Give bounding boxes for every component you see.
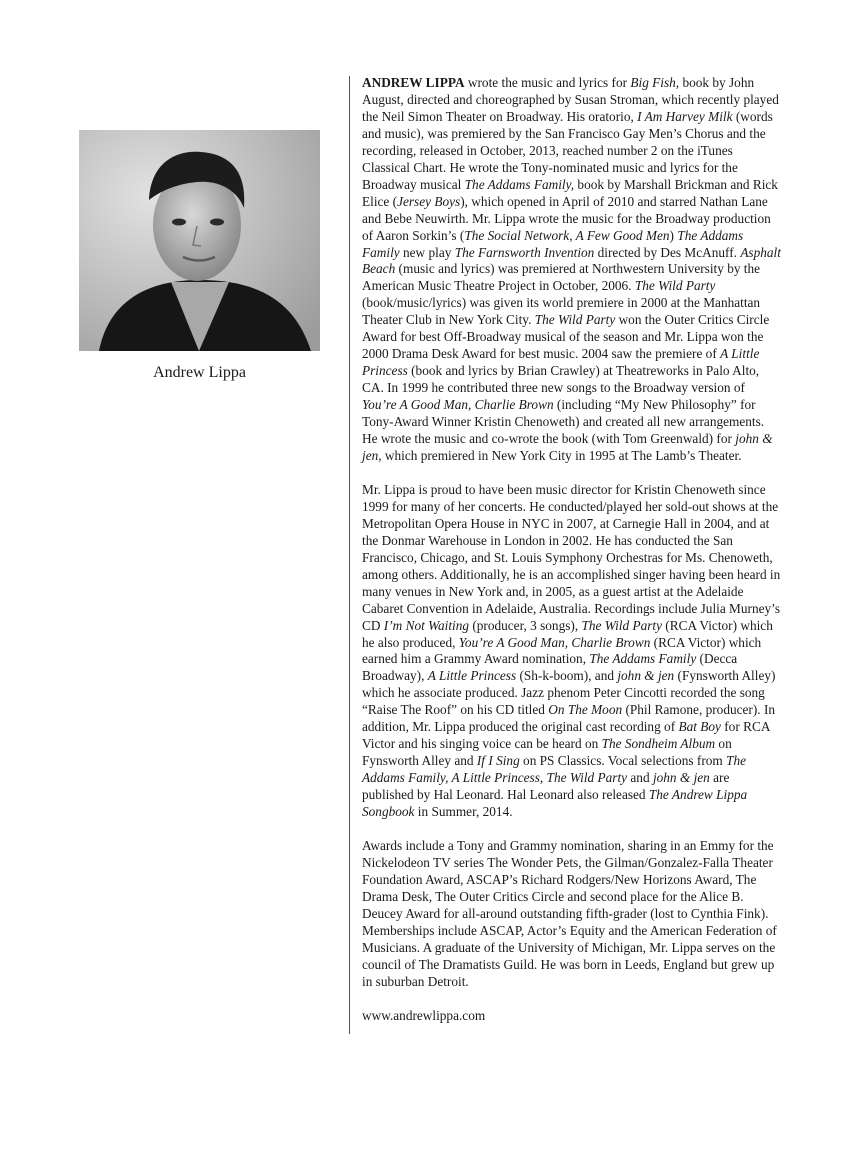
bio-paragraph-1 [362,75,782,465]
bio-text: (producer, 3 songs), [469,617,582,633]
bio-text: book by John August, directed and choreographed by Susan Stroman, which recently played the Neil Simon Theater on Broadway. His oratorio, [362,75,779,124]
work-title: The Addams Family, [464,176,575,192]
bio-text: which premiered in New York City in 1995 at The Lamb’s Theater. [381,447,742,463]
bio-text: (Decca Broadway), [362,651,738,684]
work-title: You’re A Good Man, Charlie Brown [458,634,651,650]
work-title: Jersey Boys [397,193,461,209]
work-title: The Social Network, A Few Good Men [464,227,670,243]
bio-text: on PS Classics. Vocal selections from [519,753,727,769]
bio-text: (book and lyrics by Brian Crawley) at Theatreworks in Palo Alto, CA. In 1999 he contributed three new songs to the Broadway version of [362,363,760,396]
work-title: john & jen [617,668,675,684]
portrait-photo [79,130,320,351]
biography-text [362,75,782,1042]
work-title: john & jen, [362,431,773,463]
bio-text: (including “My New Philosophy” for Tony-Award Winner Kristin Chenoweth) and created all new arrangements. He wrote the music and co-wrote the book (with Tom Greenwald) for [362,397,765,447]
bio-name: ANDREW LIPPA [362,75,465,90]
bio-text: (RCA Victor) which he also produced, [362,617,773,650]
work-title: I Am Harvey Milk [637,108,733,124]
work-title: The Addams Family [589,651,697,667]
bio-text: won the Outer Critics Circle Award for best Off-Broadway musical of the season and Mr. Lippa won the 2000 Drama Desk Award for best music. 2004 saw the premiere of [362,312,770,362]
bio-text: ) [669,227,678,243]
work-title: Bat Boy [678,719,721,735]
bio-text: (Phil Ramone, producer). In addition, Mr. Lippa produced the original cast recording of [362,702,776,735]
bio-text: directed by Des McAnuff. [594,244,741,260]
work-title: The Wild Party [581,617,662,633]
work-title: If I Sing [476,753,520,769]
work-title: The Addams Family [362,227,744,260]
bio-text: wrote the music and lyrics for [464,75,631,90]
work-title: A Little Princess [427,668,517,684]
work-title: The Wild Party [634,278,716,294]
bio-text: Mr. Lippa is proud to have been music director for Kristin Chenoweth since 1999 for many of her concerts. He conducted/played her sold-out shows at the Metropolitan Opera House in NYC in 2007, at Carnegie Hall in 2004, and at the Donmar Warehouse in London in 2002. He has conducted the San Francisco, Chicago, and St. Louis Symphony Orchestras for Ms. Chenoweth, among others. Additionally, he is an accomplished singer having been heard in many venues in New York and, in 2005, as a guest artist at the Adelaide Cabaret Convention in Adelaide, Australia. Recordings include Julia Murney’s CD [362,481,781,633]
bio-text: in Summer, 2014. [414,804,513,820]
work-title: The Sondheim Album [601,736,716,752]
bio-text: (Fynsworth Alley) which he associate produced. Jazz phenom Peter Cincotti recorded the song “Raise The Roof” on his CD titled [362,668,776,718]
bio-text: on Fynsworth Alley and [362,736,732,769]
work-title: On The Moon [548,702,623,718]
work-title: The Andrew Lippa Songbook [362,787,748,820]
bio-text: (RCA Victor) which earned him a Grammy Award nomination, [362,634,762,667]
website-link[interactable]: www.andrewlippa.com [362,1007,486,1023]
bio-text: and [627,770,653,786]
work-title: I’m Not Waiting [383,617,469,633]
bio-text: book by Marshall Brickman and Rick Elice ( [362,176,778,209]
work-title: The Addams Family, A Little Princess, The Wild Party [362,753,747,786]
work-title: Big Fish, [630,75,680,90]
bio-paragraph-3: Awards include a Tony and Grammy nomination, sharing in an Emmy for the Nickelodeon TV series The Wonder Pets, the Gilman/Gonzalez-Falla Theater Foundation Award, ASCAP’s Richard Rodgers/New Horizons Award, The Drama Desk, The Outer Critics Circle and second place for the Alice B. Deucey Award for all-around outstanding fifth-grader (lost to Cynthia Fink). Memberships include ASCAP, Actor’s Equity and the American Federation of Musicians. A graduate of the University of Michigan, Mr. Lippa serves on the council of The Dramatists Guild. He was born in Leeds, England but grew up in suburban Detroit. [362,837,777,989]
bio-text: new play [399,244,455,260]
work-title: You’re A Good Man, Charlie Brown [362,397,554,413]
bio-paragraph-2 [362,482,782,821]
vertical-divider [349,76,350,1034]
photo-caption: Andrew Lippa [153,364,246,381]
bio-text: ), which opened in April of 2010 and starred Nathan Lane and Bebe Neuwirth. Mr. Lippa wrote the music for the Broadway production of Aaron Sorkin’s ( [362,193,771,243]
work-title: Asphalt Beach [362,244,781,277]
work-title: The Wild Party [534,312,616,328]
bio-text: are published by Hal Leonard. Hal Leonard also released [362,770,730,803]
bio-text: (words and music), was premiered by the San Francisco Gay Men’s Chorus and the recording, released in October, 2013, reached number 2 on the iTunes Classical Chart. He wrote the Tony-nominated music and lyrics for the Broadway musical [362,108,773,192]
bio-text: for RCA Victor and his singing voice can be heard on [362,719,770,752]
bio-text: (book/music/lyrics) was given its world premiere in 2000 at the Manhattan Theater Club in New York City. [362,295,761,328]
bio-text: (Sh-k-boom), and [516,668,618,684]
work-title: john & jen [652,770,710,786]
bio-text: (music and lyrics) was premiered at Northwestern University by the American Music Theatre Project in October, 2006. [362,261,761,294]
work-title: A Little Princess [362,346,760,379]
work-title: The Farnsworth Invention [454,244,595,260]
